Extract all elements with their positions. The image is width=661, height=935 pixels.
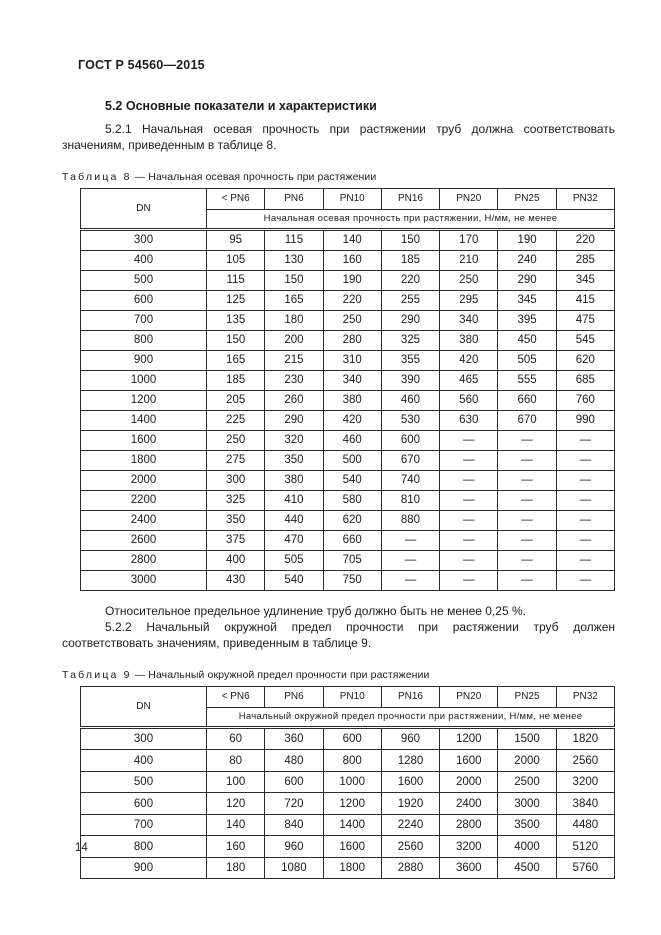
value-cell: 1400 xyxy=(323,814,381,836)
value-cell: 450 xyxy=(498,330,556,350)
value-cell: 200 xyxy=(265,330,323,350)
table9-body xyxy=(81,727,615,879)
value-cell: 275 xyxy=(207,450,265,470)
value-cell: 1200 xyxy=(323,793,381,815)
value-cell: 880 xyxy=(381,510,439,530)
value-cell: 135 xyxy=(207,310,265,330)
value-cell: 325 xyxy=(381,330,439,350)
pn-column-header: PN16 xyxy=(381,188,439,209)
value-cell: — xyxy=(556,550,614,570)
value-cell: 340 xyxy=(440,310,498,330)
value-cell: 720 xyxy=(265,793,323,815)
value-cell: — xyxy=(440,510,498,530)
dn-cell: 300 xyxy=(81,727,207,750)
table8-header xyxy=(81,188,615,229)
table-row xyxy=(81,570,615,590)
value-cell: 220 xyxy=(381,270,439,290)
table8-pn-header-row xyxy=(81,188,615,209)
value-cell: 180 xyxy=(207,857,265,879)
table-row xyxy=(81,330,615,350)
table-row xyxy=(81,370,615,390)
value-cell: 205 xyxy=(207,390,265,410)
value-cell: 325 xyxy=(207,490,265,510)
value-cell: 960 xyxy=(265,836,323,858)
table-row xyxy=(81,490,615,510)
value-cell: 180 xyxy=(265,310,323,330)
pn-column-header: PN10 xyxy=(323,188,381,209)
value-cell: 80 xyxy=(207,750,265,772)
value-cell: 1500 xyxy=(498,727,556,750)
value-cell: 3200 xyxy=(440,836,498,858)
table9-pn-header-row xyxy=(81,686,615,707)
table-row xyxy=(81,430,615,450)
value-cell: 290 xyxy=(265,410,323,430)
value-cell: — xyxy=(381,570,439,590)
value-cell: 5760 xyxy=(556,857,614,879)
value-cell: — xyxy=(498,430,556,450)
value-cell: 285 xyxy=(556,250,614,270)
value-cell: 130 xyxy=(265,250,323,270)
value-cell: 840 xyxy=(265,814,323,836)
value-cell: 440 xyxy=(265,510,323,530)
pn-column-header: PN6 xyxy=(265,686,323,707)
value-cell: 505 xyxy=(498,350,556,370)
value-cell: 620 xyxy=(556,350,614,370)
dn-cell: 400 xyxy=(81,250,207,270)
paragraph-5-2-1: 5.2.1 Начальная осевая прочность при растяжении труб должна соответствовать значениям, приведенным в таблице 8. xyxy=(62,122,615,152)
value-cell: 2800 xyxy=(440,814,498,836)
table-row xyxy=(81,290,615,310)
value-cell: 990 xyxy=(556,410,614,430)
value-cell: 310 xyxy=(323,350,381,370)
value-cell: 430 xyxy=(207,570,265,590)
value-cell: 670 xyxy=(498,410,556,430)
value-cell: 620 xyxy=(323,510,381,530)
value-cell: 115 xyxy=(265,229,323,250)
table-row xyxy=(81,470,615,490)
value-cell: 3000 xyxy=(498,793,556,815)
value-cell: 660 xyxy=(498,390,556,410)
pn-column-header: PN16 xyxy=(381,686,439,707)
value-cell: 95 xyxy=(207,229,265,250)
value-cell: 1000 xyxy=(323,771,381,793)
paragraph-5-2-2: 5.2.2 Начальный окружной предел прочности при растяжении труб должен соответствовать значениям, приведенным в таблице 9. xyxy=(62,619,615,650)
value-cell: 390 xyxy=(381,370,439,390)
value-cell: 580 xyxy=(323,490,381,510)
value-cell: — xyxy=(556,450,614,470)
value-cell: 1600 xyxy=(323,836,381,858)
dn-cell: 700 xyxy=(81,814,207,836)
value-cell: 165 xyxy=(207,350,265,370)
value-cell: — xyxy=(440,550,498,570)
dn-cell: 600 xyxy=(81,290,207,310)
value-cell: 360 xyxy=(265,727,323,750)
table-row xyxy=(81,727,615,750)
value-cell: 2560 xyxy=(556,750,614,772)
dn-cell: 500 xyxy=(81,270,207,290)
table8-caption xyxy=(62,171,615,183)
dn-cell: 900 xyxy=(81,350,207,370)
value-cell: 1600 xyxy=(440,750,498,772)
dn-cell: 700 xyxy=(81,310,207,330)
value-cell: — xyxy=(556,570,614,590)
value-cell: 280 xyxy=(323,330,381,350)
value-cell: 350 xyxy=(265,450,323,470)
dn-cell: 1600 xyxy=(81,430,207,450)
value-cell: 1280 xyxy=(381,750,439,772)
value-cell: — xyxy=(556,470,614,490)
value-cell: 2500 xyxy=(498,771,556,793)
table-row xyxy=(81,530,615,550)
value-cell: 5120 xyxy=(556,836,614,858)
section-heading: 5.2 Основные показатели и характеристики xyxy=(105,99,377,113)
value-cell: 60 xyxy=(207,727,265,750)
value-cell: 1820 xyxy=(556,727,614,750)
value-cell: 250 xyxy=(440,270,498,290)
value-cell: 380 xyxy=(440,330,498,350)
value-cell: 660 xyxy=(323,530,381,550)
value-cell: 165 xyxy=(265,290,323,310)
value-cell: 260 xyxy=(265,390,323,410)
value-cell: 630 xyxy=(440,410,498,430)
value-cell: 190 xyxy=(498,229,556,250)
value-cell: 470 xyxy=(265,530,323,550)
value-cell: 800 xyxy=(323,750,381,772)
value-cell: 140 xyxy=(207,814,265,836)
value-cell: 540 xyxy=(265,570,323,590)
value-cell: 100 xyxy=(207,771,265,793)
value-cell: 150 xyxy=(265,270,323,290)
value-cell: 345 xyxy=(556,270,614,290)
dn-cell: 300 xyxy=(81,229,207,250)
value-cell: 420 xyxy=(440,350,498,370)
dn-cell: 1400 xyxy=(81,410,207,430)
table-row xyxy=(81,550,615,570)
value-cell: 960 xyxy=(381,727,439,750)
value-cell: 230 xyxy=(265,370,323,390)
value-cell: 740 xyxy=(381,470,439,490)
value-cell: 160 xyxy=(323,250,381,270)
value-cell: — xyxy=(556,490,614,510)
value-cell: 225 xyxy=(207,410,265,430)
dn-cell: 800 xyxy=(81,836,207,858)
table-row xyxy=(81,771,615,793)
dn-cell: 600 xyxy=(81,793,207,815)
value-cell: — xyxy=(440,450,498,470)
pn-column-header: < PN6 xyxy=(207,686,265,707)
value-cell: 190 xyxy=(323,270,381,290)
table-row xyxy=(81,857,615,879)
table-row xyxy=(81,450,615,470)
value-cell: 220 xyxy=(556,229,614,250)
table8-caption-label: Таблица 8 xyxy=(62,170,132,183)
value-cell: 2400 xyxy=(440,793,498,815)
table-9 xyxy=(80,686,615,880)
value-cell: 600 xyxy=(265,771,323,793)
page-number: 14 xyxy=(75,842,88,854)
value-cell: 560 xyxy=(440,390,498,410)
table-row xyxy=(81,510,615,530)
value-cell: 320 xyxy=(265,430,323,450)
value-cell: — xyxy=(498,510,556,530)
value-cell: 600 xyxy=(381,430,439,450)
value-cell: — xyxy=(498,450,556,470)
pn-column-header: PN25 xyxy=(498,686,556,707)
value-cell: — xyxy=(440,430,498,450)
table9-caption xyxy=(62,669,615,681)
value-cell: 410 xyxy=(265,490,323,510)
value-cell: — xyxy=(556,430,614,450)
value-cell: — xyxy=(440,570,498,590)
value-cell: 185 xyxy=(381,250,439,270)
value-cell: 810 xyxy=(381,490,439,510)
value-cell: — xyxy=(556,530,614,550)
dn-column-header: DN xyxy=(81,686,207,727)
value-cell: 555 xyxy=(498,370,556,390)
value-cell: 530 xyxy=(381,410,439,430)
table-row xyxy=(81,350,615,370)
table8-body xyxy=(81,229,615,590)
table-row xyxy=(81,814,615,836)
value-cell: 4000 xyxy=(498,836,556,858)
dn-cell: 500 xyxy=(81,771,207,793)
table9-caption-label: Таблица 9 xyxy=(62,668,132,681)
value-cell: — xyxy=(440,470,498,490)
value-cell: 220 xyxy=(323,290,381,310)
value-cell: 600 xyxy=(323,727,381,750)
value-cell: 480 xyxy=(265,750,323,772)
pn-column-header: PN10 xyxy=(323,686,381,707)
pn-column-header: PN32 xyxy=(556,686,614,707)
value-cell: 150 xyxy=(381,229,439,250)
value-cell: 465 xyxy=(440,370,498,390)
value-cell: 250 xyxy=(323,310,381,330)
table9-subheader: Начальный окружной предел прочности при растяжении, Н/мм, не менее xyxy=(207,707,615,727)
paragraph-elongation: Относительное предельное удлинение труб должно быть не менее 0,25 %. xyxy=(105,603,526,618)
value-cell: 115 xyxy=(207,270,265,290)
value-cell: 4500 xyxy=(498,857,556,879)
value-cell: 2880 xyxy=(381,857,439,879)
value-cell: 120 xyxy=(207,793,265,815)
dn-cell: 1800 xyxy=(81,450,207,470)
pn-column-header: PN20 xyxy=(440,188,498,209)
value-cell: 290 xyxy=(381,310,439,330)
value-cell: 415 xyxy=(556,290,614,310)
table-row xyxy=(81,229,615,250)
value-cell: 150 xyxy=(207,330,265,350)
pn-column-header: PN32 xyxy=(556,188,614,209)
value-cell: 215 xyxy=(265,350,323,370)
dn-column-header: DN xyxy=(81,188,207,229)
value-cell: 355 xyxy=(381,350,439,370)
table-row xyxy=(81,793,615,815)
value-cell: 500 xyxy=(323,450,381,470)
value-cell: — xyxy=(556,510,614,530)
value-cell: 3500 xyxy=(498,814,556,836)
value-cell: 1800 xyxy=(323,857,381,879)
table9-header xyxy=(81,686,615,727)
table-row xyxy=(81,270,615,290)
dn-cell: 1000 xyxy=(81,370,207,390)
value-cell: 3200 xyxy=(556,771,614,793)
value-cell: 4480 xyxy=(556,814,614,836)
value-cell: — xyxy=(498,490,556,510)
value-cell: 1600 xyxy=(381,771,439,793)
value-cell: 705 xyxy=(323,550,381,570)
value-cell: 170 xyxy=(440,229,498,250)
value-cell: 670 xyxy=(381,450,439,470)
value-cell: 460 xyxy=(381,390,439,410)
dn-cell: 900 xyxy=(81,857,207,879)
value-cell: 380 xyxy=(323,390,381,410)
value-cell: — xyxy=(381,530,439,550)
value-cell: 375 xyxy=(207,530,265,550)
value-cell: 2560 xyxy=(381,836,439,858)
table-row xyxy=(81,410,615,430)
dn-cell: 2800 xyxy=(81,550,207,570)
value-cell: 350 xyxy=(207,510,265,530)
table-row xyxy=(81,836,615,858)
value-cell: — xyxy=(498,550,556,570)
value-cell: 290 xyxy=(498,270,556,290)
table9-caption-title: — Начальный окружной предел прочности при растяжении xyxy=(134,668,430,681)
value-cell: 685 xyxy=(556,370,614,390)
value-cell: 2240 xyxy=(381,814,439,836)
value-cell: — xyxy=(381,550,439,570)
value-cell: 540 xyxy=(323,470,381,490)
value-cell: 420 xyxy=(323,410,381,430)
value-cell: 3600 xyxy=(440,857,498,879)
value-cell: 1920 xyxy=(381,793,439,815)
table-row xyxy=(81,250,615,270)
value-cell: 250 xyxy=(207,430,265,450)
value-cell: 255 xyxy=(381,290,439,310)
dn-cell: 3000 xyxy=(81,570,207,590)
table8-subheader: Начальная осевая прочность при растяжении, Н/мм, не менее xyxy=(207,209,615,229)
value-cell: 750 xyxy=(323,570,381,590)
value-cell: 475 xyxy=(556,310,614,330)
document-header: ГОСТ Р 54560—2015 xyxy=(78,58,205,72)
dn-cell: 2200 xyxy=(81,490,207,510)
value-cell: — xyxy=(498,470,556,490)
dn-cell: 1200 xyxy=(81,390,207,410)
value-cell: 395 xyxy=(498,310,556,330)
value-cell: 400 xyxy=(207,550,265,570)
table-row xyxy=(81,390,615,410)
value-cell: — xyxy=(440,490,498,510)
value-cell: 460 xyxy=(323,430,381,450)
table-row xyxy=(81,310,615,330)
value-cell: 545 xyxy=(556,330,614,350)
table-8 xyxy=(80,188,615,591)
value-cell: — xyxy=(440,530,498,550)
pn-column-header: PN6 xyxy=(265,188,323,209)
table-row xyxy=(81,750,615,772)
value-cell: 300 xyxy=(207,470,265,490)
value-cell: 295 xyxy=(440,290,498,310)
value-cell: 760 xyxy=(556,390,614,410)
value-cell: 105 xyxy=(207,250,265,270)
value-cell: 3840 xyxy=(556,793,614,815)
pn-column-header: PN20 xyxy=(440,686,498,707)
value-cell: 185 xyxy=(207,370,265,390)
value-cell: 380 xyxy=(265,470,323,490)
dn-cell: 2600 xyxy=(81,530,207,550)
value-cell: 125 xyxy=(207,290,265,310)
value-cell: 1080 xyxy=(265,857,323,879)
table8-caption-title: — Начальная осевая прочность при растяжении xyxy=(134,170,377,183)
value-cell: 2000 xyxy=(498,750,556,772)
value-cell: 140 xyxy=(323,229,381,250)
pn-column-header: < PN6 xyxy=(207,188,265,209)
value-cell: 340 xyxy=(323,370,381,390)
pn-column-header: PN25 xyxy=(498,188,556,209)
dn-cell: 800 xyxy=(81,330,207,350)
dn-cell: 2400 xyxy=(81,510,207,530)
value-cell: 160 xyxy=(207,836,265,858)
value-cell: 505 xyxy=(265,550,323,570)
value-cell: 210 xyxy=(440,250,498,270)
value-cell: 2000 xyxy=(440,771,498,793)
dn-cell: 2000 xyxy=(81,470,207,490)
value-cell: — xyxy=(498,570,556,590)
value-cell: 345 xyxy=(498,290,556,310)
value-cell: 1200 xyxy=(440,727,498,750)
value-cell: — xyxy=(498,530,556,550)
value-cell: 240 xyxy=(498,250,556,270)
dn-cell: 400 xyxy=(81,750,207,772)
